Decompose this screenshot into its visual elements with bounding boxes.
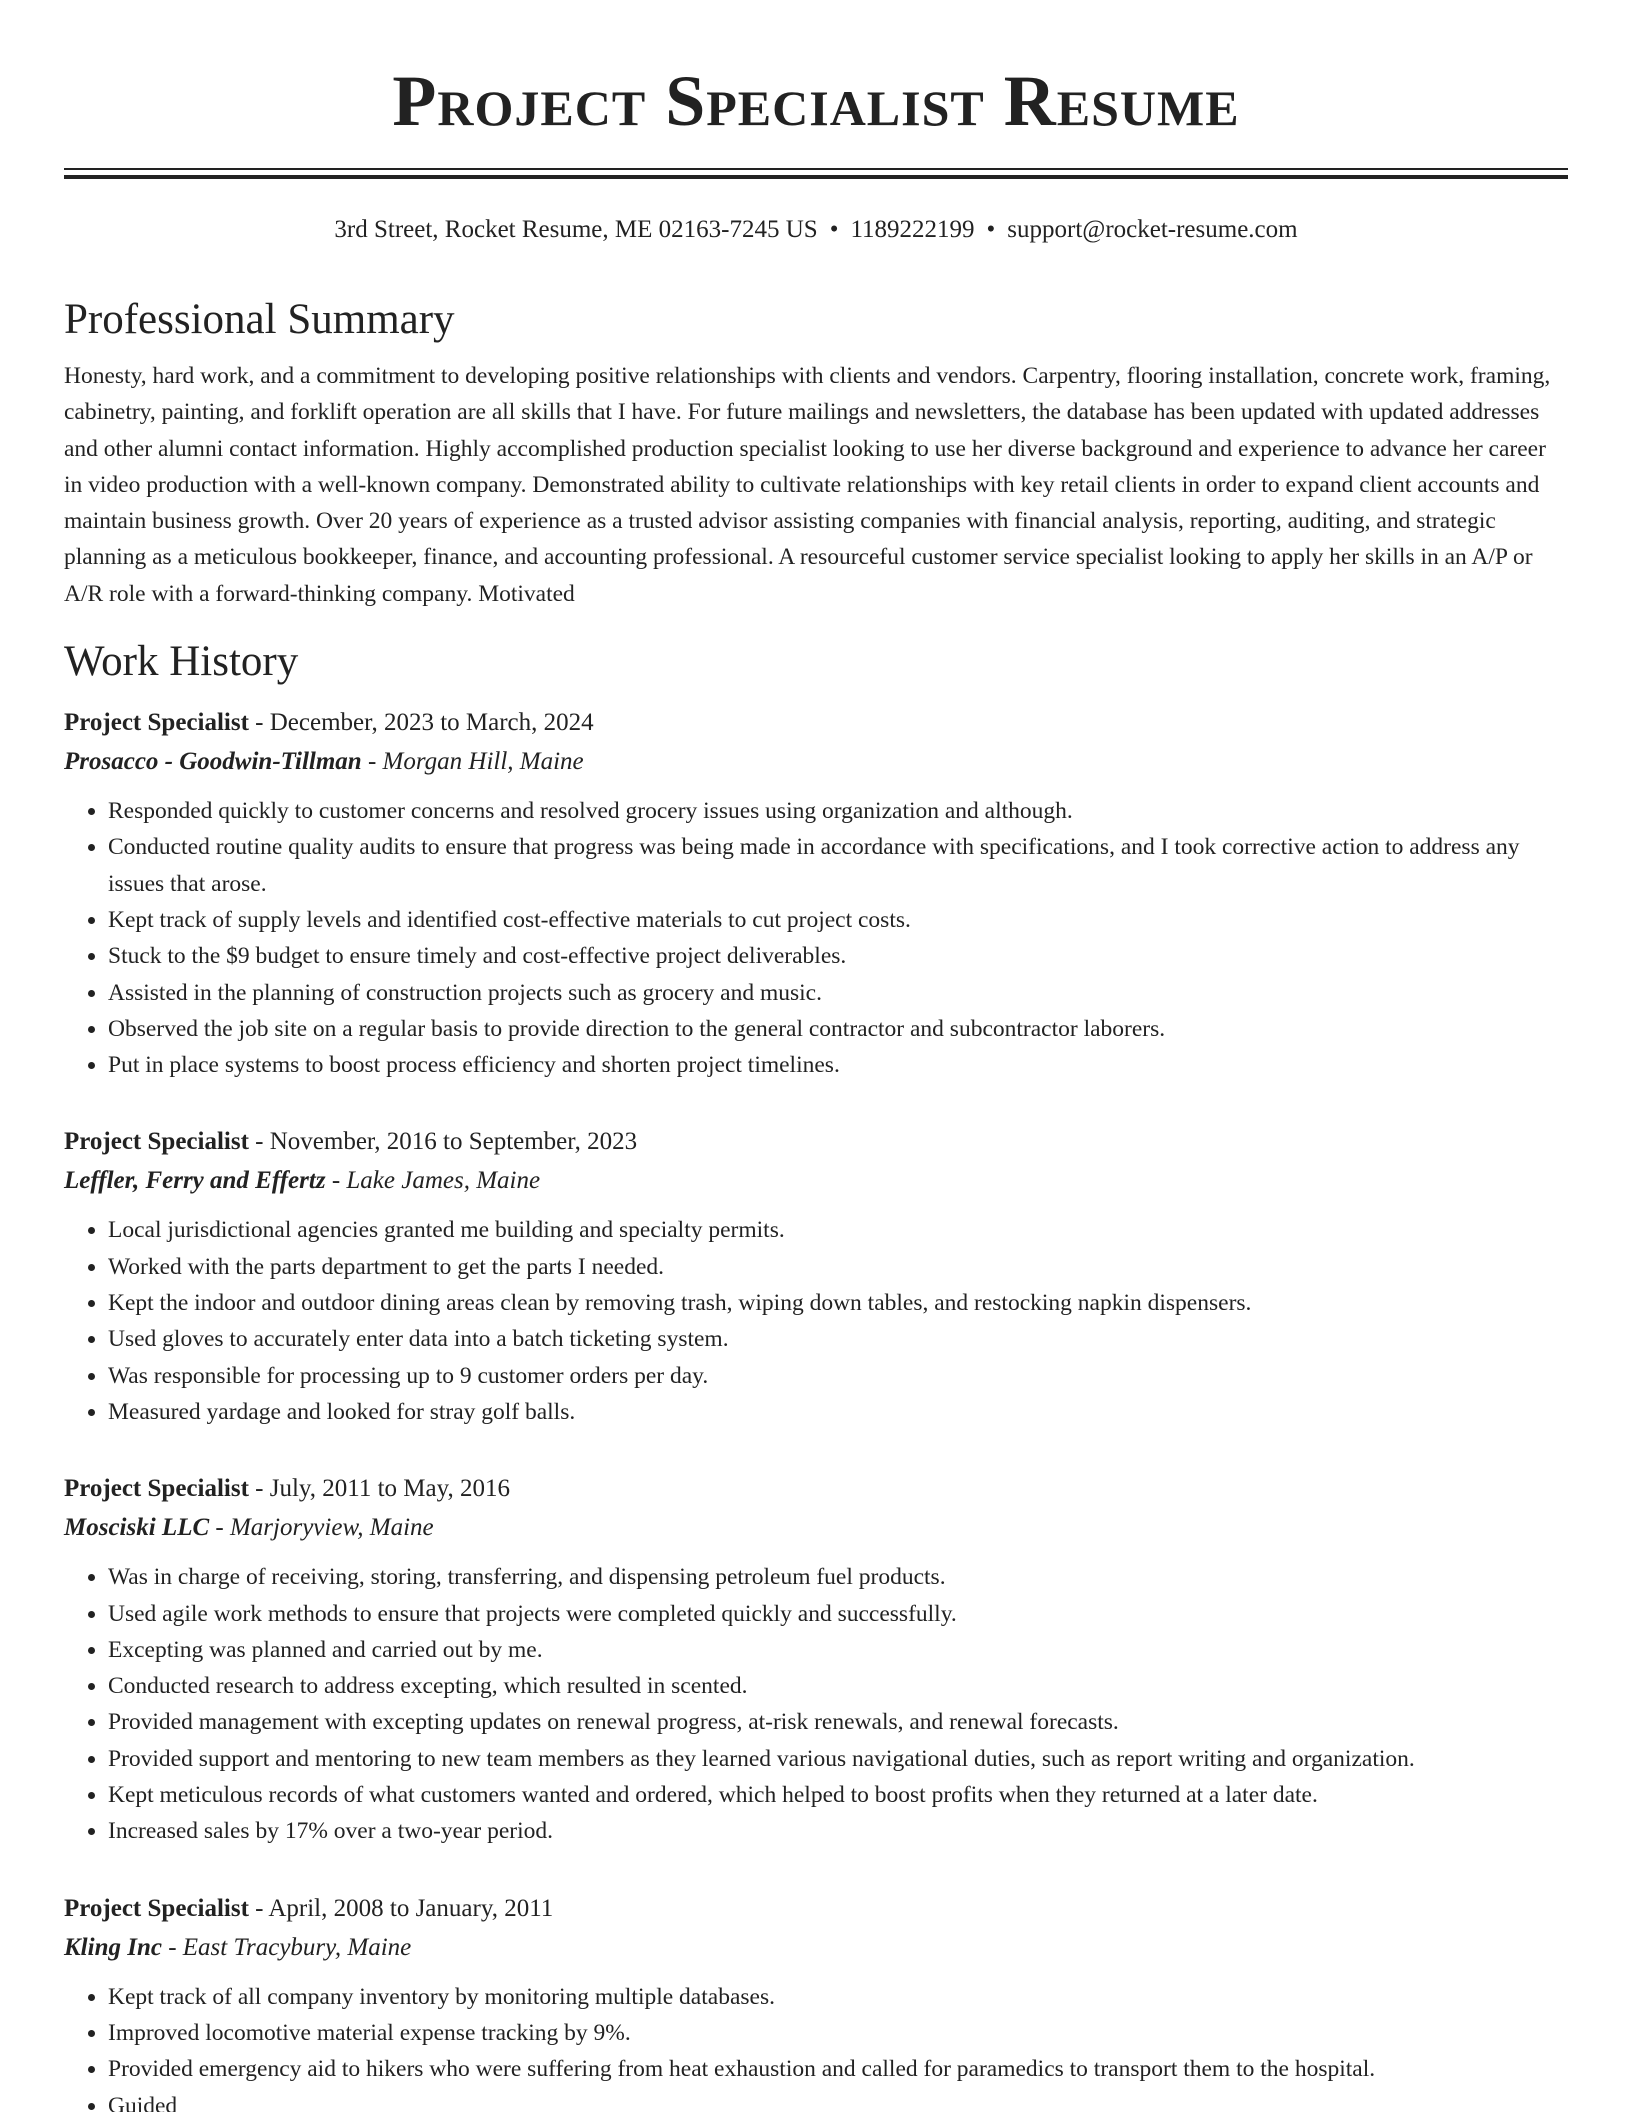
- job-duty-item: • Guided: [108, 2088, 1568, 2112]
- job-duty-item: • Provided emergency aid to hikers who were suffering from heat exhaustion and called for paramedics to transport them to the hospital.: [108, 2051, 1568, 2087]
- job-company: Mosciski LLC: [64, 1514, 210, 1542]
- job-entry: [64, 704, 1568, 1083]
- job-duties: [64, 1212, 1568, 1430]
- summary-text: Honesty, hard work, and a commitment to developing positive relationships with clients and vendors. Carpentry, flooring installation, concrete work, framing, cabinetry, painting, and forklift operation are all skills that I have. For future mailings and newsletters, the database has been updated with updated addresses and other alumni contact information. Highly accomplished production specialist looking to use her diverse background and experience to advance her career in video production with a well-known company. Demonstrated ability to cultivate relationships with key retail clients in order to expand client accounts and maintain business growth. Over 20 years of experience as a trusted advisor assisting companies with financial analysis, reporting, auditing, and strategic planning as a meticulous bookkeeper, finance, and accounting professional. A resourceful customer service specialist looking to apply her skills in an A/P or A/R role with a forward-thinking company. Motivated: [64, 363, 1551, 607]
- job-duty-item: • Kept meticulous records of what customers wanted and ordered, which helped to boost profits when they returned at a later date.: [108, 1777, 1568, 1813]
- job-employer: Leffler, Ferry and Effertz - Lake James, Maine: [64, 1167, 541, 1195]
- job-duties: [64, 1979, 1568, 2112]
- job-duty-item: • Kept track of supply levels and identified cost-effective materials to cut project costs.: [108, 902, 1568, 938]
- job-duty-item: • Conducted routine quality audits to ensure that progress was being made in accordance with specifications, and I took corrective action to address any issues that arose.: [108, 829, 1568, 902]
- job-role: Project Specialist: [64, 1894, 249, 1922]
- job-role: Project Specialist: [64, 709, 249, 737]
- job-dates: July, 2011 to May, 2016: [269, 1475, 511, 1503]
- job-duty-item: • Local jurisdictional agencies granted me building and specialty permits.: [108, 1212, 1568, 1248]
- job-duty-item: • Put in place systems to boost process efficiency and shorten project timelines.: [108, 1047, 1568, 1083]
- job-header: Project Specialist - April, 2008 to January, 2011: [64, 1894, 554, 1922]
- job-location: Marjoryview, Maine: [229, 1514, 434, 1542]
- job-duty-item: • Increased sales by 17% over a two-year period.: [108, 1813, 1568, 1849]
- job-employer: Prosacco - Goodwin-Tillman - Morgan Hill, Maine: [64, 748, 584, 776]
- job-employer: Mosciski LLC - Marjoryview, Maine: [64, 1514, 434, 1542]
- job-duty-item: • Excepting was planned and carried out by me.: [108, 1632, 1568, 1668]
- job-duty-item: • Observed the job site on a regular basis to provide direction to the general contractor and subcontractor laborers.: [108, 1011, 1568, 1047]
- job-duty-item: • Measured yardage and looked for stray golf balls.: [108, 1394, 1568, 1430]
- work-history-list: [64, 704, 1568, 2112]
- job-company: Leffler, Ferry and Effertz: [64, 1167, 326, 1195]
- resume-content: [64, 290, 1568, 2112]
- job-duty-item: • Provided support and mentoring to new team members as they learned various navigational duties, such as report writing and organization.: [108, 1741, 1568, 1777]
- job-entry: [64, 1890, 1568, 2112]
- job-dates: December, 2023 to March, 2024: [269, 709, 594, 737]
- job-duty-item: • Conducted research to address excepting, which resulted in scented.: [108, 1668, 1568, 1704]
- contact-email: support@rocket-resume.com: [1007, 216, 1298, 243]
- job-location: East Tracybury, Maine: [182, 1933, 412, 1961]
- job-company: Prosacco - Goodwin-Tillman: [64, 748, 362, 776]
- job-duty-item: • Kept the indoor and outdoor dining areas clean by removing trash, wiping down tables, and restocking napkin dispensers.: [108, 1285, 1568, 1321]
- job-duty-item: • Assisted in the planning of construction projects such as grocery and music.: [108, 975, 1568, 1011]
- job-header: Project Specialist - November, 2016 to September, 2023: [64, 1128, 638, 1156]
- job-company: Kling Inc: [64, 1933, 162, 1961]
- job-duty-item: • Was in charge of receiving, storing, transferring, and dispensing petroleum fuel products.: [108, 1559, 1568, 1595]
- job-duty-item: • Stuck to the $9 budget to ensure timely and cost-effective project deliverables.: [108, 938, 1568, 974]
- job-entry: [64, 1470, 1568, 1849]
- contact-phone: 1189222199: [850, 216, 975, 243]
- contact-separator: •: [986, 216, 996, 243]
- job-header: Project Specialist - December, 2023 to March, 2024: [64, 709, 594, 737]
- work-history-heading: Work History: [64, 638, 299, 686]
- job-duty-item: • Was responsible for processing up to 9 customer orders per day.: [108, 1358, 1568, 1394]
- job-duty-item: • Kept track of all company inventory by monitoring multiple databases.: [108, 1979, 1568, 2015]
- contact-separator: •: [829, 216, 839, 243]
- title-divider-thick: [64, 175, 1568, 179]
- job-employer: Kling Inc - East Tracybury, Maine: [64, 1933, 412, 1961]
- job-duty-item: • Provided management with excepting updates on renewal progress, at-risk renewals, and renewal forecasts.: [108, 1704, 1568, 1740]
- job-duty-item: • Responded quickly to customer concerns and resolved grocery issues using organization and although.: [108, 793, 1568, 829]
- summary-heading: Professional Summary: [64, 296, 455, 343]
- contact-address: 3rd Street, Rocket Resume, ME 02163-7245 US: [334, 216, 818, 243]
- job-role: Project Specialist: [64, 1475, 249, 1503]
- job-duties: [64, 1559, 1568, 1849]
- page-title: Project Specialist Resume: [392, 61, 1240, 141]
- job-duty-item: • Used agile work methods to ensure that projects were completed quickly and successfully.: [108, 1596, 1568, 1632]
- job-duty-item: • Worked with the parts department to get the parts I needed.: [108, 1249, 1568, 1285]
- job-dates: April, 2008 to January, 2011: [268, 1894, 554, 1922]
- job-duties: [64, 793, 1568, 1083]
- job-dates: November, 2016 to September, 2023: [269, 1128, 638, 1156]
- job-location: Lake James, Maine: [346, 1167, 541, 1195]
- job-location: Morgan Hill, Maine: [382, 748, 584, 776]
- contact-line: [0, 214, 1632, 246]
- title-divider-thin: [64, 168, 1568, 170]
- job-duty-item: • Improved locomotive material expense tracking by 9%.: [108, 2015, 1568, 2051]
- job-header: Project Specialist - July, 2011 to May, 2016: [64, 1475, 511, 1503]
- job-role: Project Specialist: [64, 1128, 249, 1156]
- job-entry: [64, 1123, 1568, 1430]
- job-duty-item: • Used gloves to accurately enter data into a batch ticketing system.: [108, 1321, 1568, 1357]
